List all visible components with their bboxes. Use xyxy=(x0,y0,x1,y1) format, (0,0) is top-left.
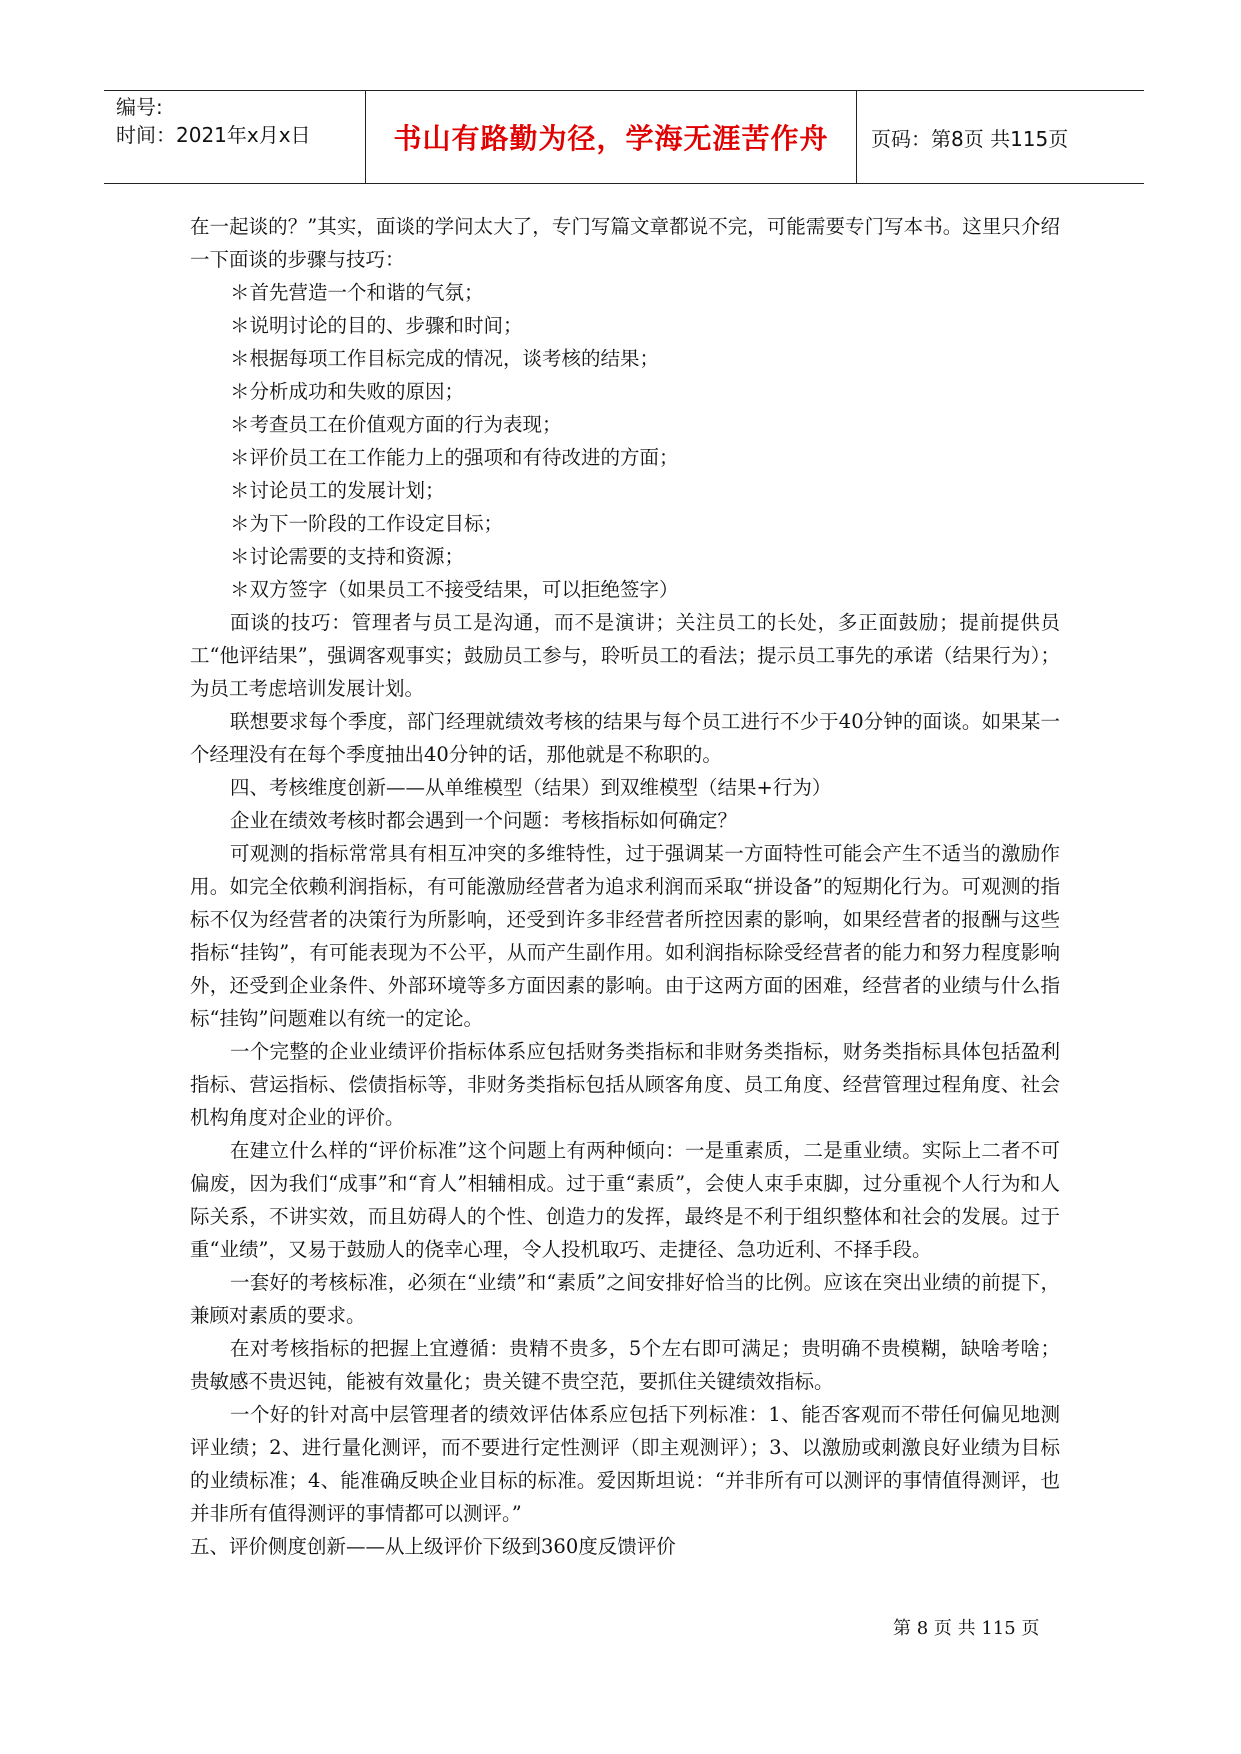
paragraph: 在建立什么样的“评价标准”这个问题上有两种倾向：一是重素质，二是重业绩。实际上二者不可偏废，因为我们“成事”和“育人”相辅相成。过于重“素质”，会使人束手束脚，过分重视个人行为和人际关系，不讲实效，而且妨碍人的个性、创造力的发挥，最终是不利于组织整体和社会的发展。过于重“业绩”，又易于鼓励人的侥幸心理，令人投机取巧、走捷径、急功近利、不择手段。 xyxy=(190,1139,1060,1261)
paragraph: 联想要求每个季度，部门经理就绩效考核的结果与每个员工进行不少于40分钟的面谈。如果某一个经理没有在每个季度抽出40分钟的话，那他就是不称职的。 xyxy=(190,710,1060,766)
paragraph: 一套好的考核标准，必须在“业绩”和“素质”之间安排好恰当的比例。应该在突出业绩的前提下，兼顾对素质的要求。 xyxy=(190,1271,1060,1327)
document-time: 时间：2021年x月x日 xyxy=(116,123,311,147)
list-item: ＊说明讨论的目的、步骤和时间； xyxy=(230,314,523,337)
list-item: ＊讨论需要的支持和资源； xyxy=(230,545,465,568)
paragraph: 在一起谈的？”其实，面谈的学问太大了，专门写篇文章都说不完，可能需要专门写本书。这里只介绍一下面谈的步骤与技巧： xyxy=(190,215,1060,271)
paragraph: 在对考核指标的把握上宜遵循：贵精不贵多，5个左右即可满足；贵明确不贵模糊，缺啥考啥；贵敏感不贵迟钝，能被有效量化；贵关键不贵空范，要抓住关键绩效指标。 xyxy=(190,1337,1060,1393)
header-meta xyxy=(104,91,366,183)
list-item: ＊双方签字（如果员工不接受结果，可以拒绝签字） xyxy=(230,578,679,601)
paragraph: 一个好的针对高中层管理者的绩效评估体系应包括下列标准：1、能否客观而不带任何偏见地测评业绩；2、进行量化测评，而不要进行定性测评（即主观测评）；3、以激励或刺激良好业绩为目标的业绩标准；4、能准确反映企业目标的标准。爱因斯坦说：“并非所有可以测评的事情值得测评，也并非所有值得测评的事情都可以测评。” xyxy=(190,1403,1060,1525)
list-item: ＊评价员工在工作能力上的强项和有待改进的方面； xyxy=(230,446,679,469)
section-heading: 四、考核维度创新——从单维模型（结果）到双维模型（结果+行为） xyxy=(230,776,832,799)
list-item: ＊分析成功和失败的原因； xyxy=(230,380,465,403)
paragraph: 面谈的技巧：管理者与员工是沟通，而不是演讲；关注员工的长处，多正面鼓励；提前提供员工“他评结果”，强调客观事实；鼓励员工参与，聆听员工的看法；提示员工事先的承诺（结果行为）；为员工考虑培训发展计划。 xyxy=(190,611,1060,700)
page-header xyxy=(104,90,1144,184)
section-heading: 五、评价侧度创新——从上级评价下级到360度反馈评价 xyxy=(190,1535,676,1558)
paragraph: 可观测的指标常常具有相互冲突的多维特性，过于强调某一方面特性可能会产生不适当的激励作用。如完全依赖利润指标，有可能激励经营者为追求利润而采取“拼设备”的短期化行为。可观测的指标不仅为经营者的决策行为所影响，还受到许多非经营者所控因素的影响，如果经营者的报酬与这些指标“挂钩”，有可能表现为不公平，从而产生副作用。如利润指标除受经营者的能力和努力程度影响外，还受到企业条件、外部环境等多方面因素的影响。由于这两方面的困难，经营者的业绩与什么指标“挂钩”问题难以有统一的定论。 xyxy=(190,842,1060,1030)
list-item: ＊讨论员工的发展计划； xyxy=(230,479,445,502)
list-item: ＊根据每项工作目标完成的情况，谈考核的结果； xyxy=(230,347,660,370)
paragraph: 企业在绩效考核时都会遇到一个问题：考核指标如何确定？ xyxy=(230,809,738,832)
page-footer: 第 8 页 共 115 页 xyxy=(893,1618,1040,1639)
document-number-label: 编号: xyxy=(116,95,163,119)
header-motto: 书山有路勤为径，学海无涯苦作舟 xyxy=(366,91,857,183)
list-item: ＊考查员工在价值观方面的行为表现； xyxy=(230,413,562,436)
paragraph: 一个完整的企业业绩评价指标体系应包括财务类指标和非财务类指标，财务类指标具体包括盈利指标、营运指标、偿债指标等，非财务类指标包括从顾客角度、员工角度、经营管理过程角度、社会机构角度对企业的评价。 xyxy=(190,1040,1060,1129)
document-body xyxy=(190,210,1060,1563)
list-item: ＊首先营造一个和谐的气氛； xyxy=(230,281,484,304)
list-item: ＊为下一阶段的工作设定目标； xyxy=(230,512,504,535)
header-page-info: 页码：第8页 共115页 xyxy=(871,126,1069,151)
